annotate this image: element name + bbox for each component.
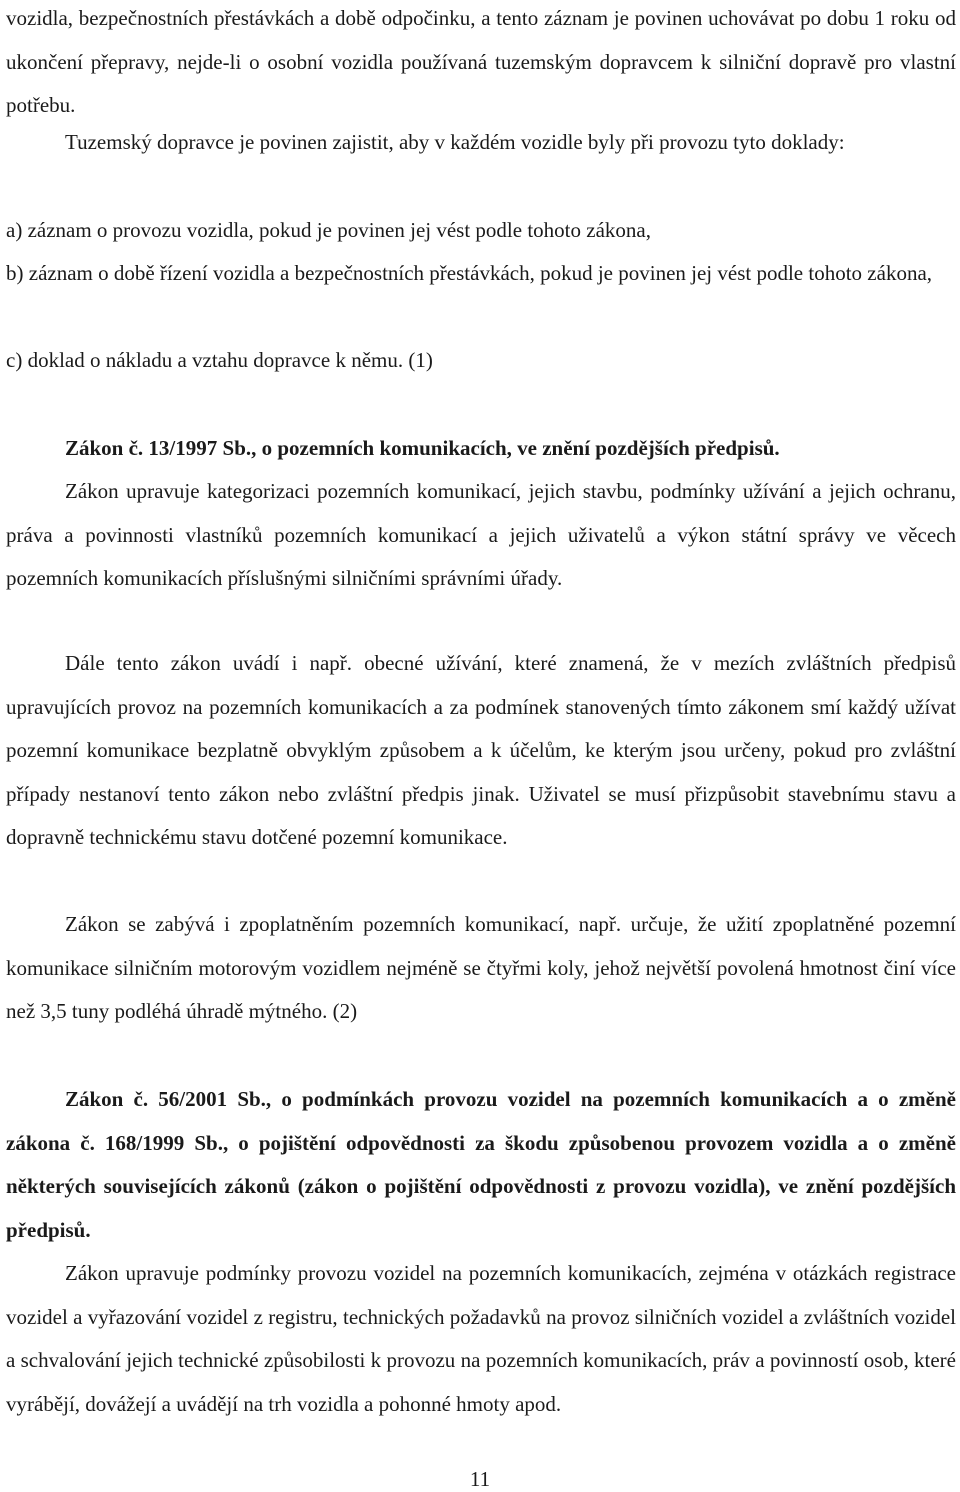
law-13-1997-paragraph-2: Dále tento zákon uvádí i např. obecné užívání, které znamená, že v mezích zvláštních předpisů upravujících provoz na pozemních komunikacích a za podmínek stanovených tímto zákonem smí každý užívat pozemní komunikace bezplatně obvyklým způsobem a k účelům, ke kterým jsou určeny, pokud pro zvláštní případy nestanoví tento zákon nebo zvláštní předpis jinak. Uživatel se musí přizpůsobit stavebnímu stavu a dopravně technickému stavu dotčené pozemní komunikace. xyxy=(6,651,956,850)
law-13-1997-paragraph-3: Zákon se zabývá i zpoplatněním pozemních komunikací, např. určuje, že užití zpoplatněné pozemní komunikace silničním motorovým vozidlem nejméně se čtyřmi koly, jehož největší povolená hmotnost činí více než 3,5 tuny podléhá úhradě mýtného. (2) xyxy=(6,912,956,1024)
carrier-obligation-paragraph: Tuzemský dopravce je povinen zajistit, aby v každém vozidle byly při provozu tyto doklady: xyxy=(65,130,845,154)
law-56-2001-heading: Zákon č. 56/2001 Sb., o podmínkách provozu vozidel na pozemních komunikacích a o změně zákona č. 168/1999 Sb., o pojištění odpovědnosti za škodu způsobenou provozem vozidla a o změně některých souvisejících zákonů (zákon o pojištění odpovědnosti z provozu vozidla), ve znění pozdějších předpisů. xyxy=(6,1087,956,1242)
law-13-1997-paragraph-1: Zákon upravuje kategorizaci pozemních komunikací, jejich stavbu, podmínky užívání a jejich ochranu, práva a povinnosti vlastníků pozemních komunikací a jejich uživatelů a výkon státní správy ve věcech pozemních komunikacích příslušnými silničními správními úřady. xyxy=(6,479,956,591)
law-56-2001-paragraph: Zákon upravuje podmínky provozu vozidel na pozemních komunikacích, zejména v otázkách registrace vozidel a vyřazování vozidel z registru, technických požadavků na provoz silničních vozidel a zvláštních vozidel a schvalování jejich technické způsobilosti k provozu na pozemních komunikacích, práv a povinností osob, které vyrábějí, dovážejí a uvádějí na trh vozidla a pohonné hmoty apod. xyxy=(6,1261,956,1416)
list-item-a: a) záznam o provozu vozidla, pokud je povinen jej vést podle tohoto zákona, xyxy=(6,218,651,242)
page-number: 11 xyxy=(469,1467,491,1491)
intro-paragraph: vozidla, bezpečnostních přestávkách a době odpočinku, a tento záznam je povinen uchovávat po dobu 1 roku od ukončení přepravy, nejde-li o osobní vozidla používaná tuzemským dopravcem k silniční dopravě pro vlastní potřebu. xyxy=(6,6,956,118)
list-item-c: c) doklad o nákladu a vztahu dopravce k němu. (1) xyxy=(6,348,433,372)
law-13-1997-heading: Zákon č. 13/1997 Sb., o pozemních komunikacích, ve znění pozdějších předpisů. xyxy=(65,436,780,460)
list-item-b: b) záznam o době řízení vozidla a bezpečnostních přestávkách, pokud je povinen jej vést podle tohoto zákona, xyxy=(6,261,933,285)
